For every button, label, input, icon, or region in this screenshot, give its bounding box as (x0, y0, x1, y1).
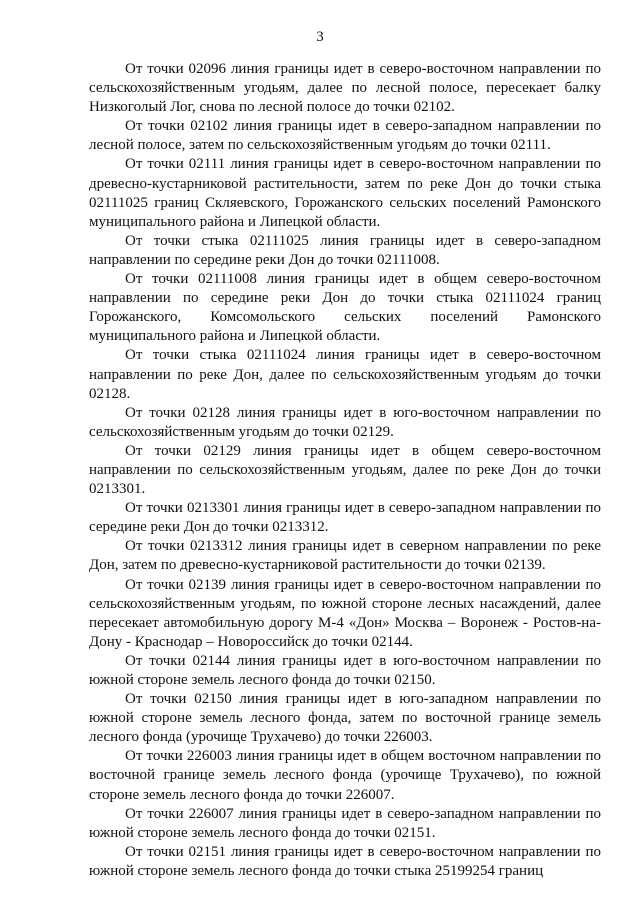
paragraph-point-02144: От точки 02144 линия границы идет в юго-восточном направлении по южной стороне земель лесного фонда до точки 02150. (89, 652, 601, 688)
paragraph-point-02139: От точки 02139 линия границы идет в северо-восточном направлении по сельскохозяйственным угодьям, по южной стороне лесных насаждений, далее пересекает автомобильную дорогу М-4 «Дон» Москва – Воронеж - Ростов-на-Дону - Краснодар – Новороссийск до точки 02144. (89, 576, 601, 650)
paragraph-point-02129: От точки 02129 линия границы идет в общем северо-восточном направлении по сельскохозяйственным угодьям, далее по реке Дон до точки 0213301. (89, 442, 601, 498)
paragraph-point-226007: От точки 226007 линия границы идет в северо-западном направлении по южной стороне земель лесного фонда до точки 02151. (89, 805, 601, 841)
paragraph-point-02111025: От точки стыка 02111025 линия границы идет в северо-западном направлении по середине реки Дон до точки 02111008. (89, 232, 601, 268)
paragraph-point-02128: От точки 02128 линия границы идет в юго-восточном направлении по сельскохозяйственным угодьям до точки 02129. (89, 404, 601, 440)
paragraph-point-02111008: От точки 02111008 линия границы идет в общем северо-восточном направлении по середине реки Дон до точки стыка 02111024 границ Горожанского, Комсомольского сельских поселений Рамонского муниципального района и Липецкой области. (89, 271, 601, 345)
paragraph-point-02150: От точки 02150 линия границы идет в юго-западном направлении по южной стороне земель лесного фонда, затем по восточной границе земель лесного фонда (урочище Трухачево) до точки 226003. (89, 691, 601, 746)
paragraph-point-02111: От точки 02111 линия границы идет в северо-восточном направлении по древесно-кустарниковой растительности, затем по реке Дон до точки стыка 02111025 границ Скляевского, Горожанского сельских поселений Рамонского муниципального района и Липецкой области. (89, 156, 601, 230)
paragraph-point-0213312: От точки 0213312 линия границы идет в северном направлении по реке Дон, затем по древесно-кустарниковой растительности до точки 02139. (89, 538, 601, 574)
paragraph-point-02111024: От точки стыка 02111024 линия границы идет в северо-восточном направлении по реке Дон, далее по сельскохозяйственным угодьям до точки 02128. (89, 347, 601, 402)
body-text (89, 60, 601, 881)
paragraph-point-02151: От точки 02151 линия границы идет в северо-восточном направлении по южной стороне земель лесного фонда до точки стыка 25199254 границ (89, 843, 601, 879)
paragraph-point-02102: От точки 02102 линия границы идет в северо-западном направлении по лесной полосе, затем по сельскохозяйственным угодьям до точки 02111. (89, 118, 601, 154)
paragraph-point-226003: От точки 226003 линия границы идет в общем восточном направлении по восточной границе земель лесного фонда (урочище Трухачево), по южной стороне земель лесного фонда до точки 226007. (89, 748, 601, 803)
paragraph-point-02096: От точки 02096 линия границы идет в северо-восточном направлении по сельскохозяйственным угодьям, далее по лесной полосе, пересекает балку Низкоголый Лог, снова по лесной полосе до точки 02102. (89, 61, 601, 116)
paragraph-point-0213301: От точки 0213301 линия границы идет в северо-западном направлении по середине реки Дон до точки 0213312. (89, 500, 601, 536)
page-number: 3 (316, 29, 324, 45)
